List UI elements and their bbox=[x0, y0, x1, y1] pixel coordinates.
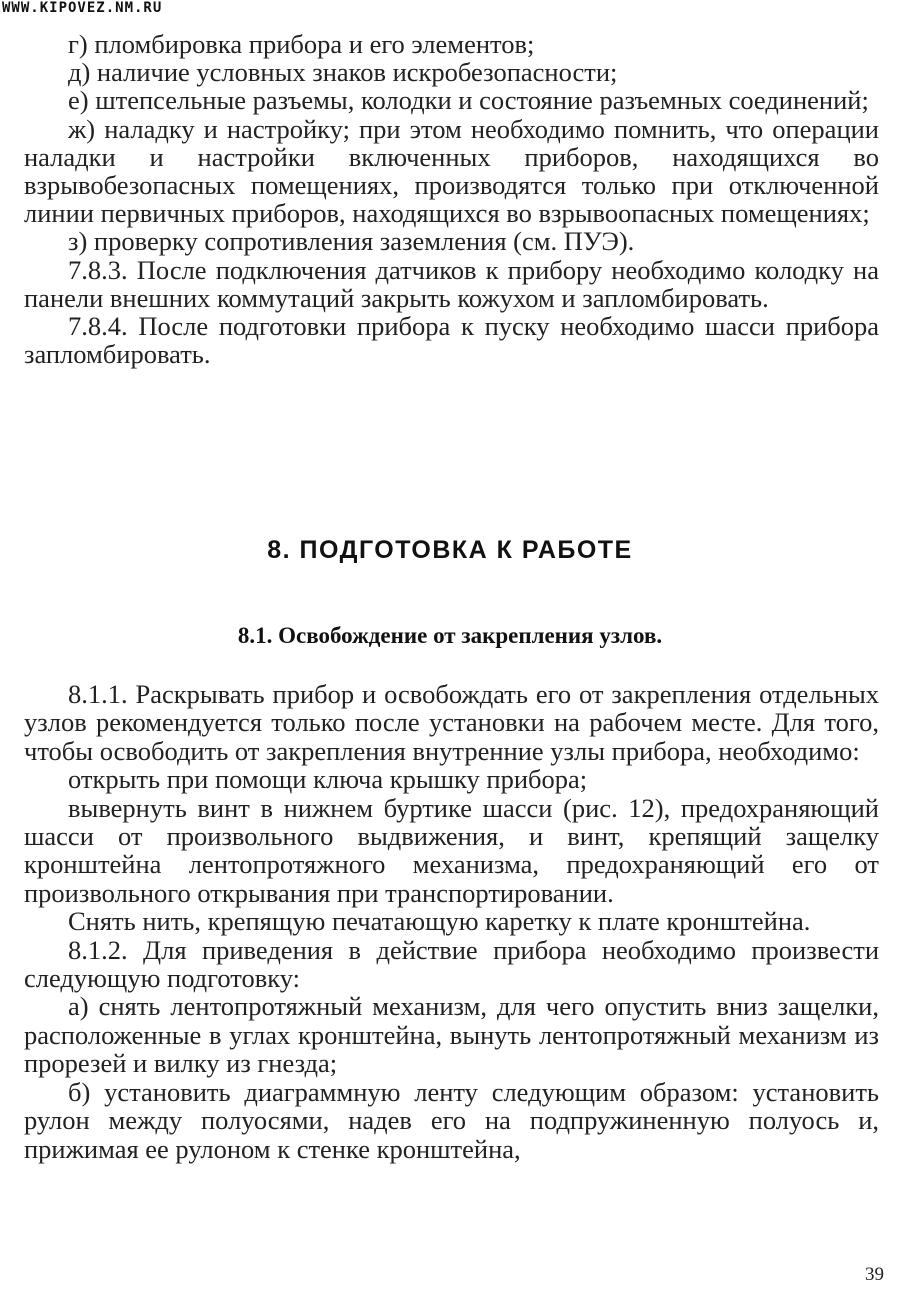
subsection-title: 8.1. Освобождение от закрепления узлов. bbox=[237, 623, 663, 648]
paragraph: Снять нить, крепящую печатающую каретку к плате кронштейна. bbox=[68, 906, 811, 937]
paragraph: 7.8.4. После подготовки прибора к пуску необходимо шасси прибора запломбировать. bbox=[24, 311, 879, 370]
paragraph: 8.1.2. Для приведения в действие прибора необходимо произвести следующую подготовку: bbox=[24, 934, 879, 994]
paragraph: открыть при помощи ключа крышку прибора; bbox=[68, 764, 588, 795]
paragraph: г) пломбировка прибора и его элементов; bbox=[68, 29, 535, 59]
paragraph: з) проверку сопротивления заземления (см. ПУЭ). bbox=[68, 226, 635, 257]
section-title: 8. ПОДГОТОВКА К РАБОТЕ bbox=[267, 536, 633, 564]
paragraph: вывернуть винт в нижнем буртике шасси (рис. 12), предохраняющий шасси от произвольного выдвижения, и винт, крепящий защелку кронштейна лентопротяжного механизма, предохраняющий его от произвольного открывания при транспортировании. bbox=[24, 792, 879, 908]
top-text-block bbox=[24, 30, 879, 368]
watermark: WWW.KIPOVEZ.NM.RU bbox=[2, 0, 163, 16]
paragraph: 8.1.1. Раскрывать прибор и освобождать его от закрепления отдельных узлов рекомендуется только после установки на рабочем месте. Для того, чтобы освободить от закрепления внутренние узлы прибора, необходимо: bbox=[24, 679, 879, 766]
paragraph: д) наличие условных знаков искробезопасности; bbox=[68, 57, 618, 88]
paragraph: а) снять лентопротяжный механизм, для чего опустить вниз защелки, расположенные в углах кронштейна, вынуть лентопротяжный механизм из прорезей и вилку из гнезда; bbox=[24, 991, 879, 1079]
paragraph: 7.8.3. После подключения датчиков к прибору необходимо колодку на панели внешних коммутаций закрыть кожухом и запломбировать. bbox=[24, 254, 879, 313]
paragraph: ж) наладку и настройку; при этом необходимо помнить, что операции наладки и настройки включенных приборов, находящихся во взрывобезопасных помещениях, производятся только при отключенной линии первичных приборов, находящихся во взрывоопасных помещениях; bbox=[24, 113, 879, 229]
paragraph: е) штепсельные разъемы, колодки и состояние разъемных соединений; bbox=[68, 85, 869, 116]
page-number: 39 bbox=[865, 1264, 884, 1285]
paragraph: б) установить диаграммную ленту следующим образом: установить рулон между полуосями, надев его на подпружиненную полуось и, прижимая ее рулоном к стенке кронштейна, bbox=[24, 1076, 879, 1164]
bottom-text-block bbox=[24, 680, 879, 1163]
